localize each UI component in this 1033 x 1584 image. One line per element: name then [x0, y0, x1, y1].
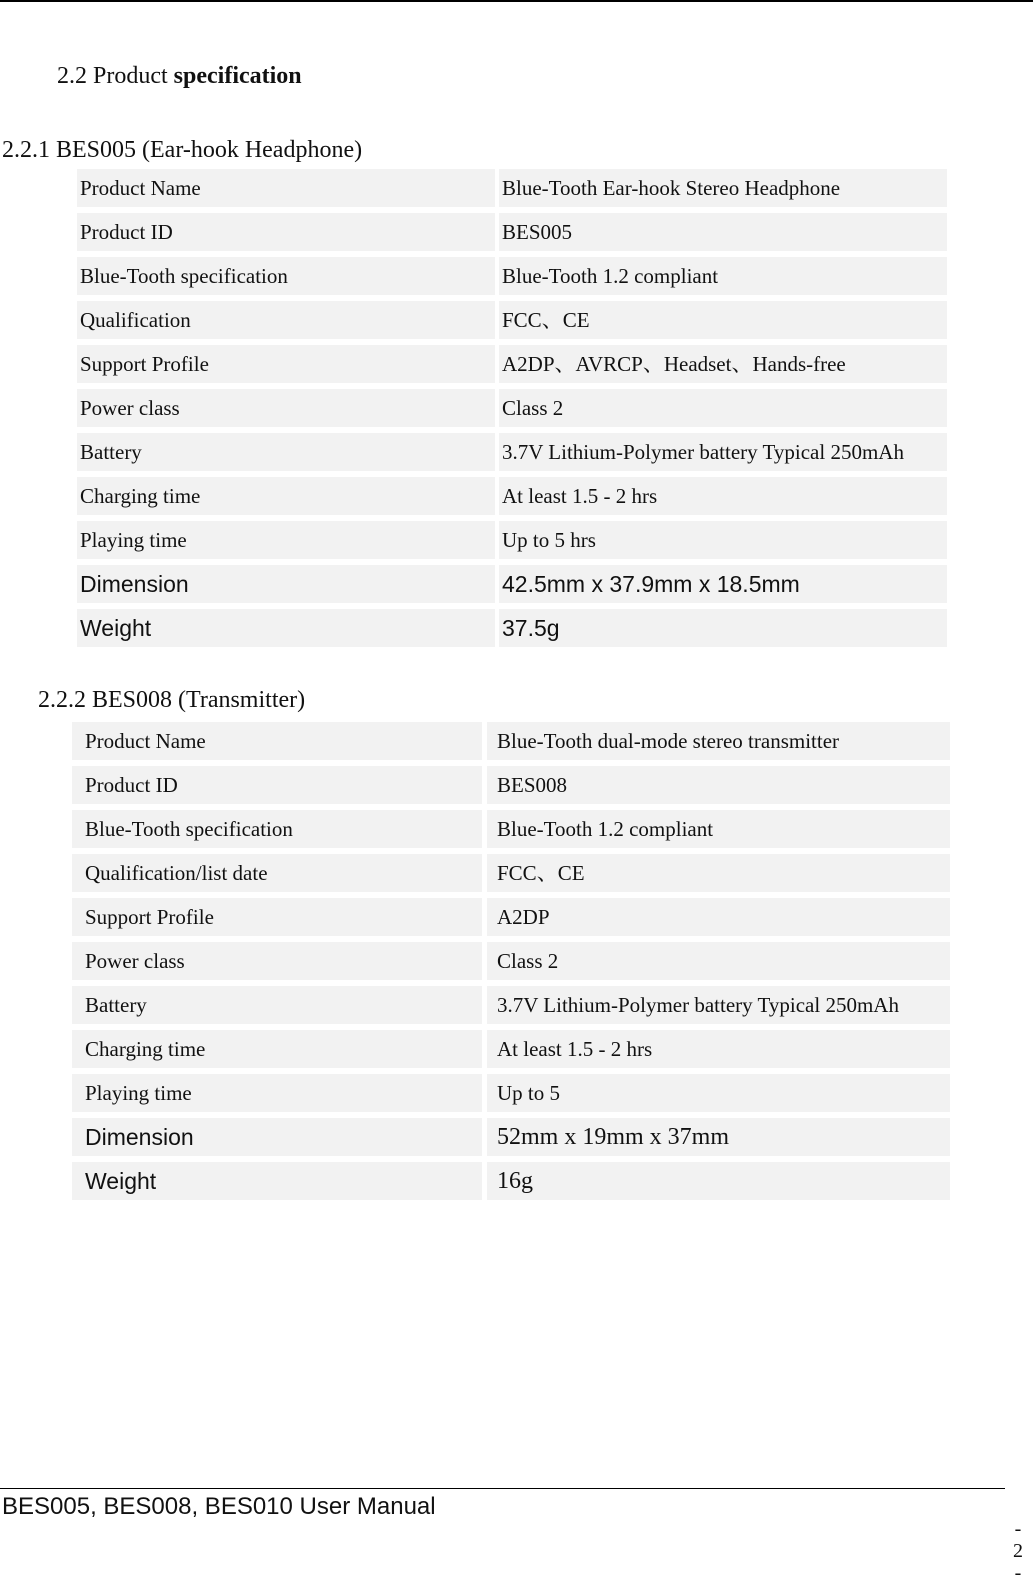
table-row	[72, 898, 950, 936]
spec-value: Blue-Tooth 1.2 compliant	[499, 257, 947, 295]
table-row	[77, 301, 947, 339]
spec-value: Class 2	[487, 942, 950, 980]
spec-value: FCC、CE	[499, 301, 947, 339]
table-row	[72, 1162, 950, 1200]
spec-label: Power class	[72, 942, 482, 980]
section-heading-bold: specification	[173, 63, 302, 89]
table-row	[72, 766, 950, 804]
spec-value: BES008	[487, 766, 950, 804]
spec-label: Weight	[77, 609, 495, 647]
page-number: - 2 -	[1013, 1518, 1023, 1584]
spec-label: Qualification	[77, 301, 495, 339]
spec-value: Blue-Tooth dual-mode stereo transmitter	[487, 722, 950, 760]
spec-value: 52mm x 19mm x 37mm	[487, 1118, 950, 1156]
table-row	[77, 169, 947, 207]
spec-label: Product Name	[77, 169, 495, 207]
spec-label: Playing time	[77, 521, 495, 559]
table-row	[77, 345, 947, 383]
spec-label: Support Profile	[72, 898, 482, 936]
spec-label: Charging time	[77, 477, 495, 515]
spec-value: BES005	[499, 213, 947, 251]
table-row	[72, 1118, 950, 1156]
spec-label: Battery	[72, 986, 482, 1024]
table-row	[72, 722, 950, 760]
spec-value: Up to 5 hrs	[499, 521, 947, 559]
spec-label: Power class	[77, 389, 495, 427]
spec-label: Product ID	[72, 766, 482, 804]
section-heading-prefix: 2.2 Product	[57, 63, 174, 89]
table-row	[72, 942, 950, 980]
spec-value: A2DP、AVRCP、Headset、Hands-free	[499, 345, 947, 383]
spec-label: Charging time	[72, 1030, 482, 1068]
table-row	[72, 1030, 950, 1068]
spec-label: Blue-Tooth specification	[77, 257, 495, 295]
spec-label: Battery	[77, 433, 495, 471]
spec-value: At least 1.5 - 2 hrs	[499, 477, 947, 515]
table-row	[77, 389, 947, 427]
spec-value: Up to 5	[487, 1074, 950, 1112]
bes005-title: 2.2.1 BES005 (Ear-hook Headphone)	[2, 137, 363, 163]
spec-label: Product Name	[72, 722, 482, 760]
table-row	[77, 213, 947, 251]
spec-value: At least 1.5 - 2 hrs	[487, 1030, 950, 1068]
spec-label: Dimension	[77, 565, 495, 603]
spec-value: 42.5mm x 37.9mm x 18.5mm	[499, 565, 947, 603]
spec-value: A2DP	[487, 898, 950, 936]
top-rule	[0, 0, 1033, 2]
spec-value: 3.7V Lithium-Polymer battery Typical 250mAh	[487, 986, 950, 1024]
table-row	[72, 810, 950, 848]
table-row	[72, 986, 950, 1024]
spec-label: Product ID	[77, 213, 495, 251]
table-row	[77, 565, 947, 603]
spec-label: Support Profile	[77, 345, 495, 383]
spec-label: Blue-Tooth specification	[72, 810, 482, 848]
table-row	[77, 257, 947, 295]
table-row	[72, 854, 950, 892]
spec-value: Class 2	[499, 389, 947, 427]
spec-label: Weight	[72, 1162, 482, 1200]
section-heading	[57, 58, 302, 94]
spec-value: 16g	[487, 1162, 950, 1200]
table-row	[77, 477, 947, 515]
table-row	[77, 609, 947, 647]
spec-label: Playing time	[72, 1074, 482, 1112]
spec-value: Blue-Tooth 1.2 compliant	[487, 810, 950, 848]
spec-label: Dimension	[72, 1118, 482, 1156]
spec-value: FCC、CE	[487, 854, 950, 892]
spec-label: Qualification/list date	[72, 854, 482, 892]
spec-value: 3.7V Lithium-Polymer battery Typical 250mAh	[499, 433, 947, 471]
table-row	[72, 1074, 950, 1112]
footer-rule	[0, 1488, 1005, 1489]
footer-manual-title: BES005, BES008, BES010 User Manual	[2, 1493, 436, 1520]
table-row	[77, 521, 947, 559]
bes008-title: 2.2.2 BES008 (Transmitter)	[38, 687, 306, 713]
spec-value: 37.5g	[499, 609, 947, 647]
table-row	[77, 433, 947, 471]
spec-value: Blue-Tooth Ear-hook Stereo Headphone	[499, 169, 947, 207]
